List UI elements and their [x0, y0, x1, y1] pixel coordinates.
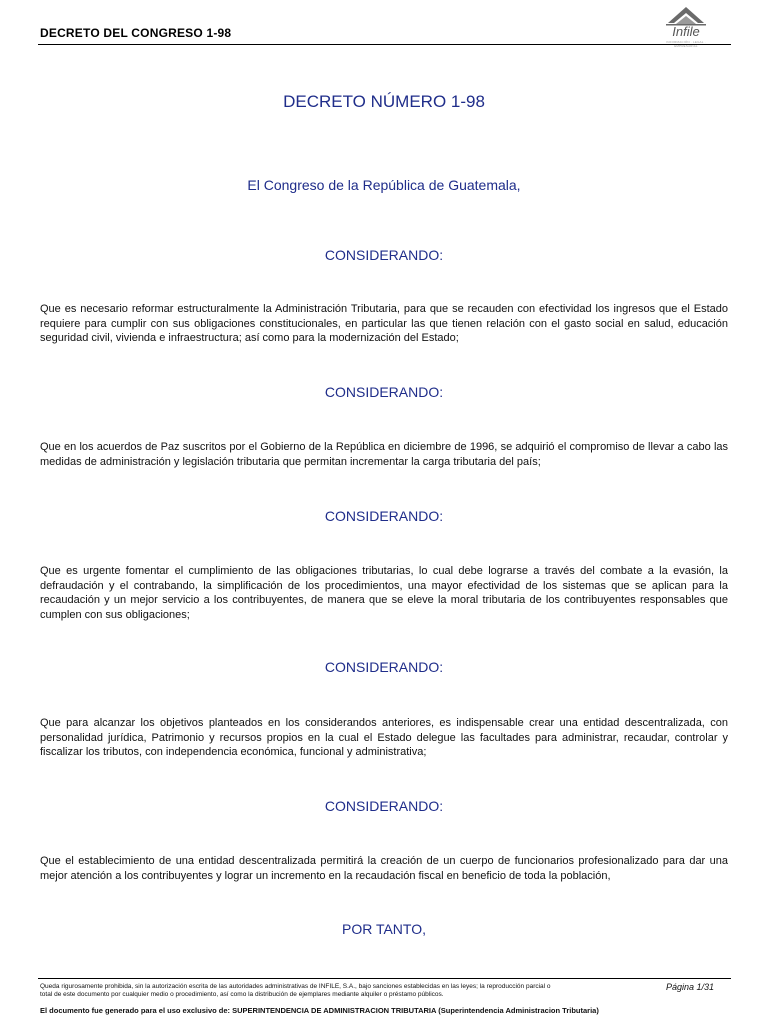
considerando-heading: CONSIDERANDO: [324, 508, 444, 524]
considerando-heading: CONSIDERANDO: [324, 659, 444, 675]
considerando-heading: CONSIDERANDO: [324, 798, 444, 814]
mountain-logo-icon [662, 4, 710, 26]
footer-generated-for: El documento fue generado para el uso exclusivo de: SUPERINTENDENCIA DE ADMINISTRACION TRIBUTARIA (Superintendencia Administracion Tributaria) [40, 1006, 599, 1015]
considerando-paragraph: Que el establecimiento de una entidad descentralizada permitirá la creación de un cuerpo de funcionarios profesionalizado para dar una mejor atención a los contribuyentes y lograr un incremento en la recaudación fiscal en beneficio de toda la población, [40, 855, 728, 882]
infile-logo [662, 4, 710, 46]
document-title: DECRETO NÚMERO 1-98 [283, 92, 485, 111]
considerando-paragraph: Que en los acuerdos de Paz suscritos por el Gobierno de la República en diciembre de 1996, se adquirió el compromiso de llevar a cabo las medidas de administración y legislación tributaria que permitan incrementar la carga tributaria del país; [40, 441, 728, 468]
page-number: Página 1/31 [666, 982, 715, 992]
por-tanto-heading: POR TANTO, [341, 921, 426, 937]
considerando-paragraph: Que es urgente fomentar el cumplimiento de las obligaciones tributarias, lo cual debe lograrse a través del combate a la evasión, la defraudación y el contrabando, la simplificación de los procedimientos, una mayor efectividad de los sistemas que se aplican para la recaudación y un mejor servicio a los contribuyentes, de manera que se eleve la moral tributaria de los contribuyentes responsables que cumplen con sus obligaciones; [40, 565, 728, 621]
document-subtitle: El Congreso de la República de Guatemala, [247, 177, 521, 193]
considerando-heading: CONSIDERANDO: [324, 384, 444, 400]
considerando-paragraph: Que para alcanzar los objetivos planteados en los considerandos anteriores, es indispensable crear una entidad descentralizada, con personalidad jurídica, Patrimonio y recursos propios en la cual el Estado delegue las facultades para administrar, recaudar, controlar y fiscalizar los tributos, con independencia económica, funcional y administrativa; [40, 717, 728, 758]
logo-text: Infile [672, 24, 700, 39]
logo-tagline: INFORMACIÓN · LEGAL · EMPRESARIAL [666, 40, 706, 48]
considerando-paragraph: Que es necesario reformar estructuralmente la Administración Tributaria, para que se recauden con efectividad los ingresos que el Estado requiere para cumplir con sus obligaciones constitucionales, en particular las que tienen relación con el gasto social en salud, educación seguridad civil, vivienda e infraestructura; así como para la modernización del Estado; [40, 303, 728, 344]
considerando-heading: CONSIDERANDO: [324, 247, 444, 263]
header-title: DECRETO DEL CONGRESO 1-98 [40, 26, 232, 40]
footer-legal-notice: Queda rigurosamente prohibida, sin la autorización escrita de las autoridades administrativas de INFILE, S.A., bajo sanciones establecidas en las leyes; la reproducción parcial o total de este documento por cualquier medio o procedimiento, así como la distribución de ejemplares mediante alquiler o préstamo públicos. [40, 983, 551, 998]
header-divider [38, 44, 731, 45]
footer-divider [38, 978, 731, 979]
